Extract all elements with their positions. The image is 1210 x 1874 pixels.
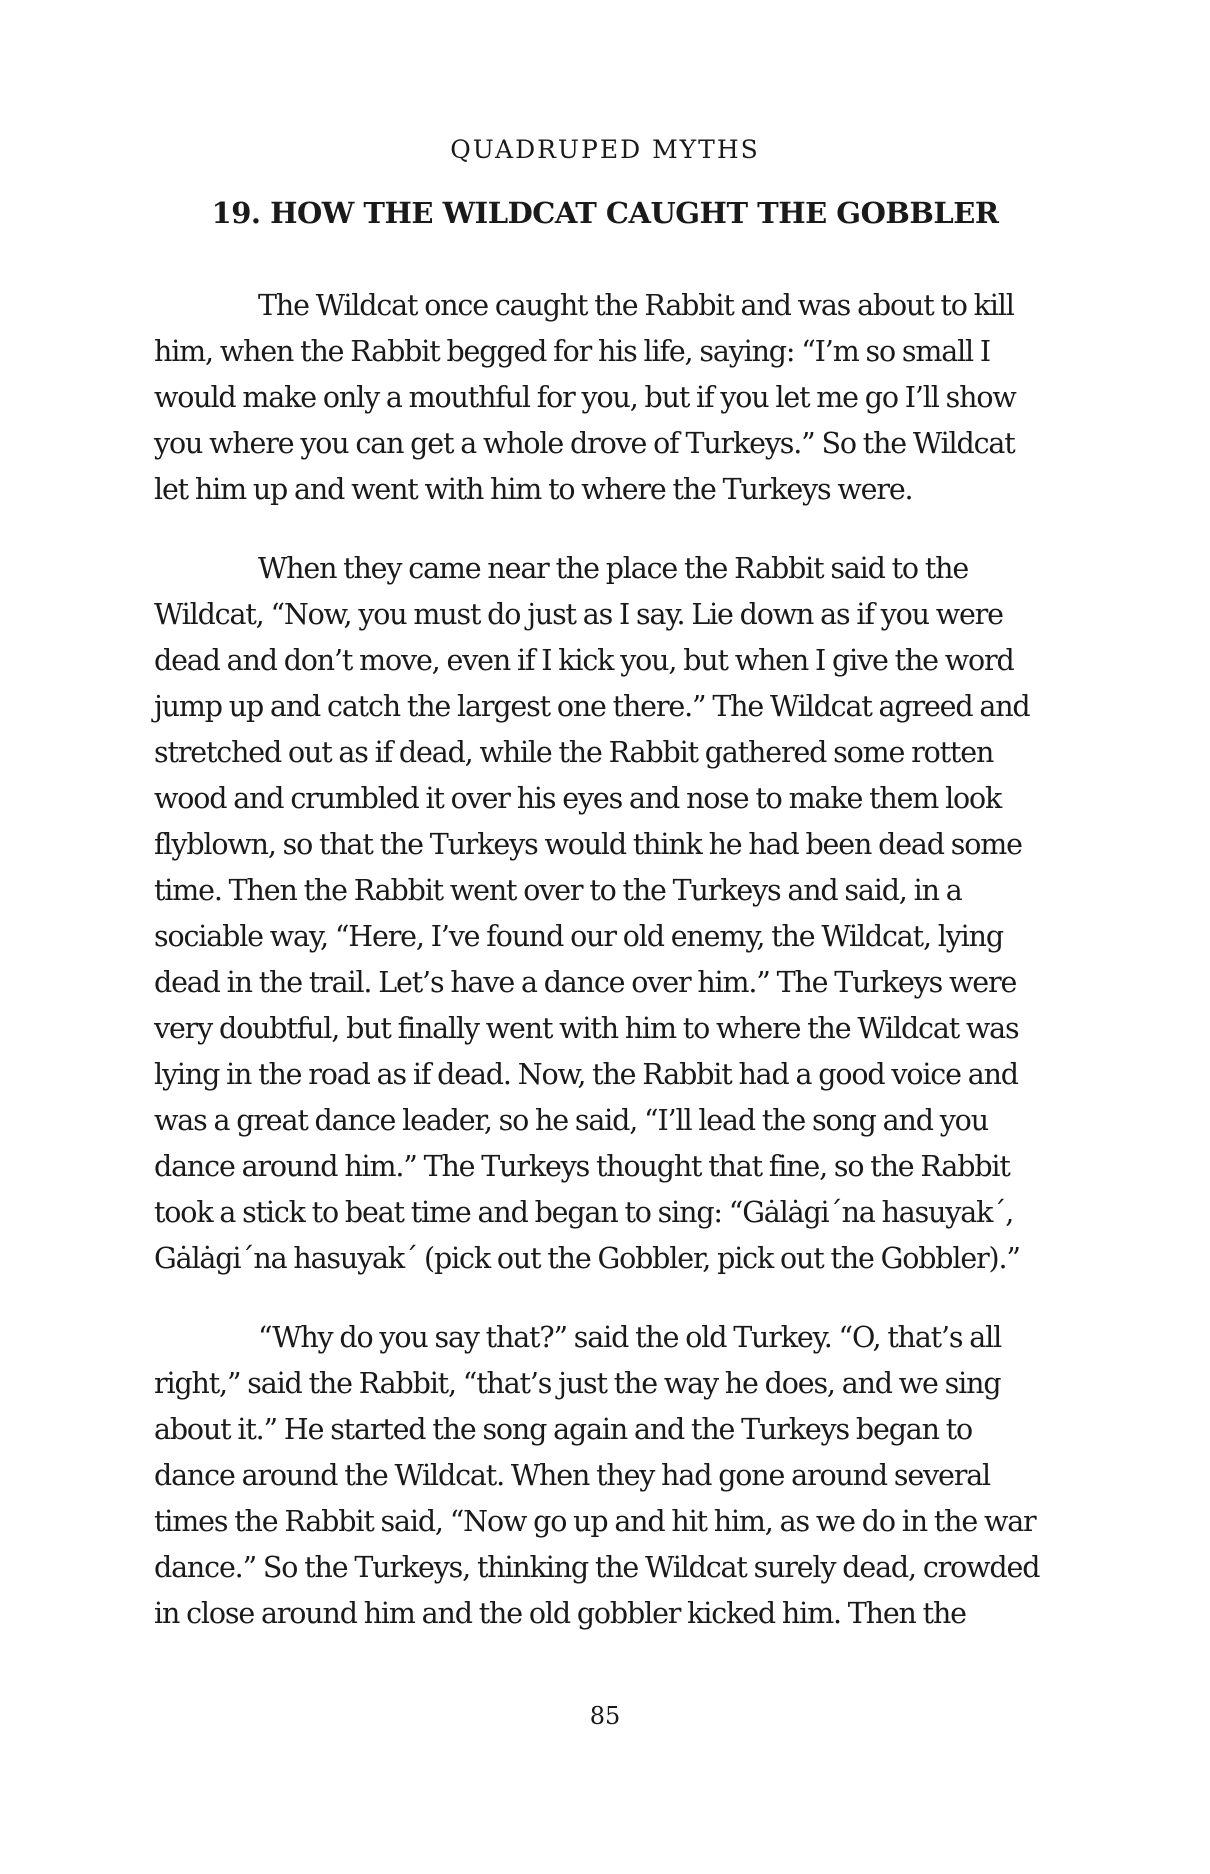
paragraph xyxy=(154,1315,1072,1637)
text-line: was a great dance leader, so he said, “I’ll lead the song and you xyxy=(154,1104,988,1137)
text-line: The Wildcat once caught the Rabbit and was about to kill xyxy=(258,289,1014,322)
text-line: jump up and catch the largest one there.” The Wildcat agreed and xyxy=(154,690,1030,723)
text-line: flyblown, so that the Turkeys would think he had been dead some xyxy=(154,828,1022,861)
text-line: times the Rabbit said, “Now go up and hit him, as we do in the war xyxy=(154,1505,1036,1538)
text-line: in close around him and the old gobbler kicked him. Then the xyxy=(154,1597,966,1630)
text-line: dead and don’t move, even if I kick you, but when I give the word xyxy=(154,644,1014,677)
text-line: lying in the road as if dead. Now, the Rabbit had a good voice and xyxy=(154,1058,1018,1091)
text-line: right,” said the Rabbit, “that’s just the way he does, and we sing xyxy=(154,1367,1001,1400)
text-line: stretched out as if dead, while the Rabbit gathered some rotten xyxy=(154,736,994,769)
text-line: When they came near the place the Rabbit said to the xyxy=(258,552,969,585)
text-line: dead in the trail. Let’s have a dance over him.” The Turkeys were xyxy=(154,966,1017,999)
text-line: time. Then the Rabbit went over to the Turkeys and said, in a xyxy=(154,874,962,907)
text-line: Gȧlȧgi´na hasuyak´ (pick out the Gobbler, pick out the Gobbler).” xyxy=(154,1242,1020,1275)
story-body xyxy=(154,283,1072,1670)
text-line: about it.” He started the song again and the Turkeys began to xyxy=(154,1413,973,1446)
text-line: Wildcat, “Now, you must do just as I say. Lie down as if you were xyxy=(154,598,1003,631)
chapter-title: 19. HOW THE WILDCAT CAUGHT THE GOBBLER xyxy=(211,196,999,230)
text-line: would make only a mouthful for you, but if you let me go I’ll show xyxy=(154,381,1016,414)
paragraph xyxy=(154,546,1072,1282)
text-line: took a stick to beat time and began to sing: “Gȧlȧgi´na hasuyak´, xyxy=(154,1196,1014,1229)
text-line: him, when the Rabbit begged for his life, saying: “I’m so small I xyxy=(154,335,991,368)
text-line: you where you can get a whole drove of Turkeys.” So the Wildcat xyxy=(154,427,1015,460)
text-line: dance around him.” The Turkeys thought that fine, so the Rabbit xyxy=(154,1150,1010,1183)
text-line: “Why do you say that?” said the old Turkey. “O, that’s all xyxy=(258,1321,1002,1354)
text-line: dance.” So the Turkeys, thinking the Wildcat surely dead, crowded xyxy=(154,1551,1040,1584)
running-head: QUADRUPED MYTHS xyxy=(450,135,760,164)
text-line: dance around the Wildcat. When they had gone around several xyxy=(154,1459,991,1492)
text-line: wood and crumbled it over his eyes and nose to make them look xyxy=(154,782,1002,815)
page-number: 85 xyxy=(589,1702,621,1730)
text-line: very doubtful, but finally went with him to where the Wildcat was xyxy=(154,1012,1019,1045)
text-line: sociable way, “Here, I’ve found our old enemy, the Wildcat, lying xyxy=(154,920,1003,953)
paragraph xyxy=(154,283,1072,513)
text-line: let him up and went with him to where the Turkeys were. xyxy=(154,473,913,506)
